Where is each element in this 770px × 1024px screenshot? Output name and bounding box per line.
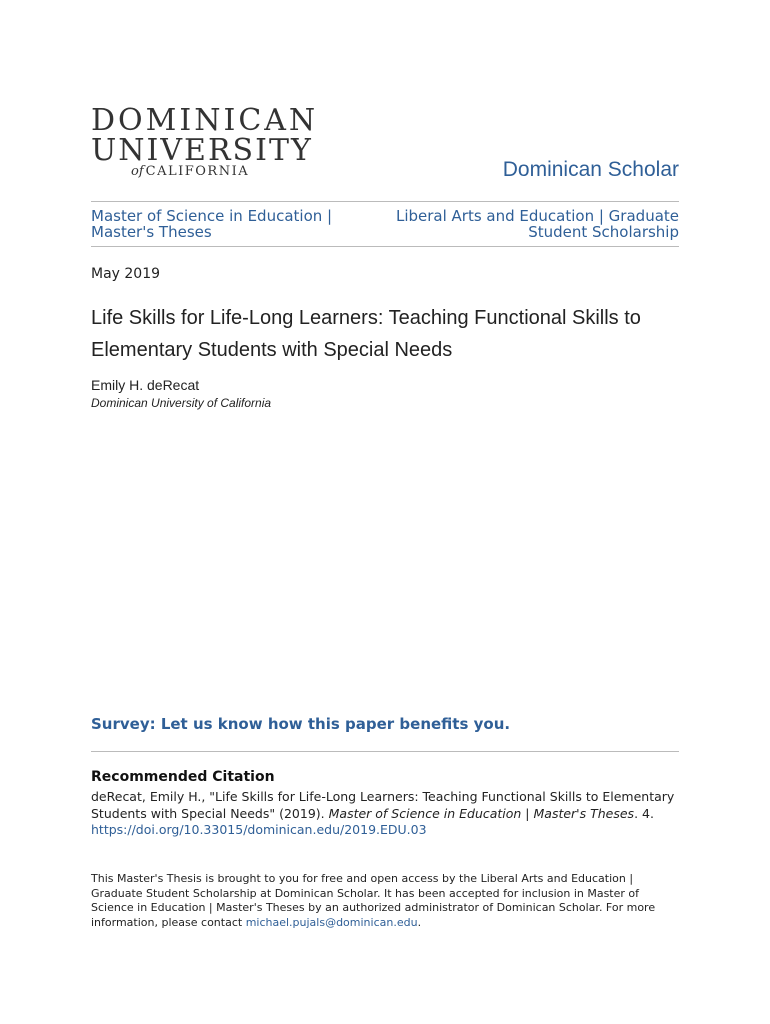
divider-series — [91, 246, 679, 247]
series-right-line2: Student Scholarship — [528, 223, 679, 241]
series-left-line1: Master of Science in Education | — [91, 207, 333, 225]
recommended-citation-heading: Recommended Citation — [91, 769, 275, 785]
access-statement-text: This Master's Thesis is brought to you for free and open access by the Liberal Arts and Education | Graduate Student Scholarship at Dominican Scholar. It has been accepted for inclusion in Master of Science in Education | Master's Theses by an authorized administrator of Dominican Scholar. For more information, please contact — [91, 872, 656, 929]
series-right-line1: Liberal Arts and Education | Graduate — [395, 207, 679, 225]
series-left-line2: Master's Theses — [91, 223, 212, 241]
citation-part1: deRecat, Emily H., "Life Skills for Life-Long Learners: Teaching Functional Skills to Elementary Students with Special Needs" (2019). — [91, 789, 675, 821]
series-link-graduate-scholarship[interactable] — [379, 208, 679, 240]
doi-link[interactable]: https://doi.org/10.33015/dominican.edu/2019.EDU.03 — [91, 822, 427, 837]
title-line1: Life Skills for Life-Long Learners: Teaching Functional Skills to — [91, 307, 641, 329]
cover-page — [91, 0, 679, 1024]
divider-survey — [91, 751, 679, 752]
logo-california: CALIFORNIA — [145, 164, 250, 179]
survey-link[interactable]: Survey: Let us know how this paper benefits you. — [91, 715, 511, 733]
citation-text — [91, 789, 679, 839]
series-link-masters-theses[interactable] — [91, 208, 361, 240]
author-name: Emily H. deRecat — [91, 377, 200, 393]
university-logo[interactable] — [91, 103, 319, 179]
access-statement — [91, 872, 661, 930]
citation-series: Master of Science in Education | Master's Theses — [328, 805, 635, 821]
author-affiliation: Dominican University of California — [91, 396, 272, 410]
divider-top — [91, 201, 679, 202]
citation-part2: . 4. — [634, 805, 654, 821]
logo-line-university: UNIVERSITY — [91, 133, 313, 168]
logo-of: of — [131, 164, 144, 179]
logo-line-dominican: DOMINICAN — [91, 103, 319, 138]
access-statement-end: . — [417, 915, 422, 929]
publication-date: May 2019 — [91, 266, 161, 282]
title-line2: Elementary Students with Special Needs — [91, 339, 453, 361]
document-title — [91, 302, 679, 366]
dominican-scholar-link[interactable]: Dominican Scholar — [502, 158, 679, 181]
contact-email-link[interactable]: michael.pujals@dominican.edu — [245, 915, 418, 929]
